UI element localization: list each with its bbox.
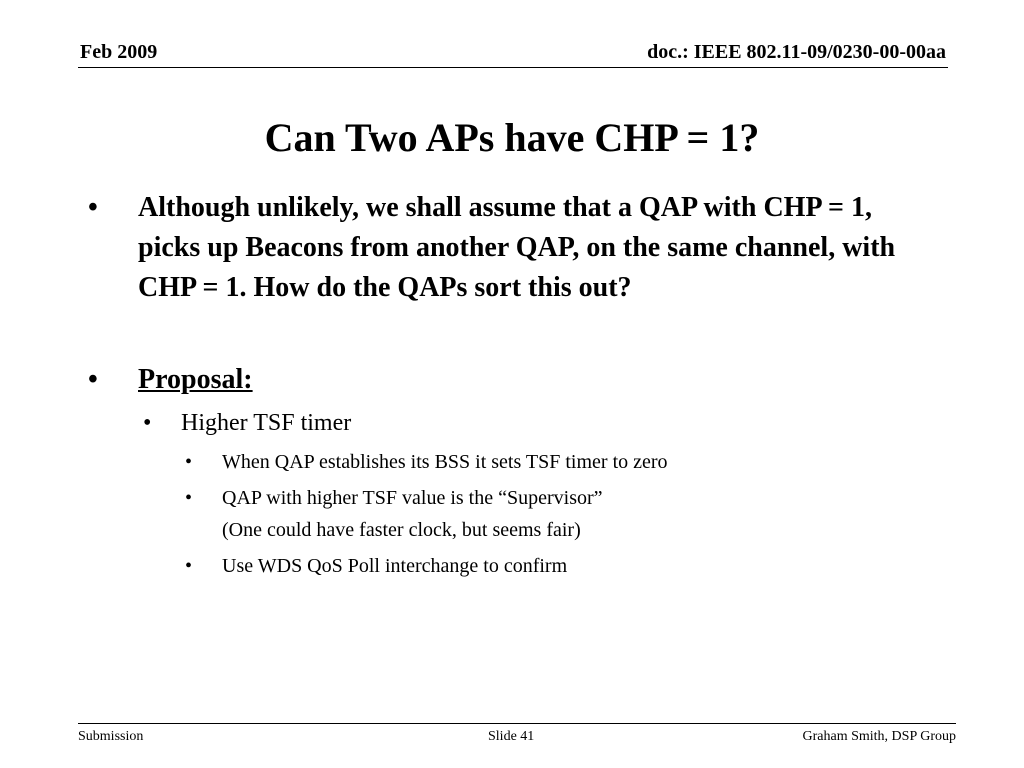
header-doc-id: doc.: IEEE 802.11-09/0230-00-00aa bbox=[647, 41, 946, 63]
footer-author: Graham Smith, DSP Group bbox=[802, 729, 956, 744]
bullet-icon: • bbox=[143, 410, 152, 436]
bullet-icon: • bbox=[185, 487, 193, 509]
bullet-icon: • bbox=[88, 192, 98, 223]
bullet-icon: • bbox=[185, 451, 193, 473]
bullet-text: Proposal: bbox=[138, 364, 253, 395]
bullet-text: Use WDS QoS Poll interchange to confirm bbox=[222, 555, 568, 577]
bullet-text bbox=[222, 482, 922, 546]
footer-divider bbox=[78, 723, 956, 724]
footer-slide-number: Slide 41 bbox=[488, 729, 535, 744]
bullet-text-line-1: QAP with higher TSF value is the “Supervisor” bbox=[222, 487, 603, 509]
bullet-text-line-2: (One could have faster clock, but seems fair) bbox=[222, 519, 581, 541]
bullet-icon: • bbox=[88, 364, 98, 395]
bullet-text: Higher TSF timer bbox=[181, 410, 352, 436]
header-date: Feb 2009 bbox=[80, 41, 158, 63]
footer-submission: Submission bbox=[78, 729, 144, 744]
slide-title: Can Two APs have CHP = 1? bbox=[264, 115, 760, 160]
bullet-text: Although unlikely, we shall assume that a QAP with CHP = 1, picks up Beacons from another QAP, on the same channel, with CHP = 1. How do the QAPs sort this out? bbox=[138, 192, 896, 303]
header-divider bbox=[78, 67, 948, 68]
bullet-text: When QAP establishes its BSS it sets TSF timer to zero bbox=[222, 451, 668, 473]
bullet-icon: • bbox=[185, 555, 193, 577]
